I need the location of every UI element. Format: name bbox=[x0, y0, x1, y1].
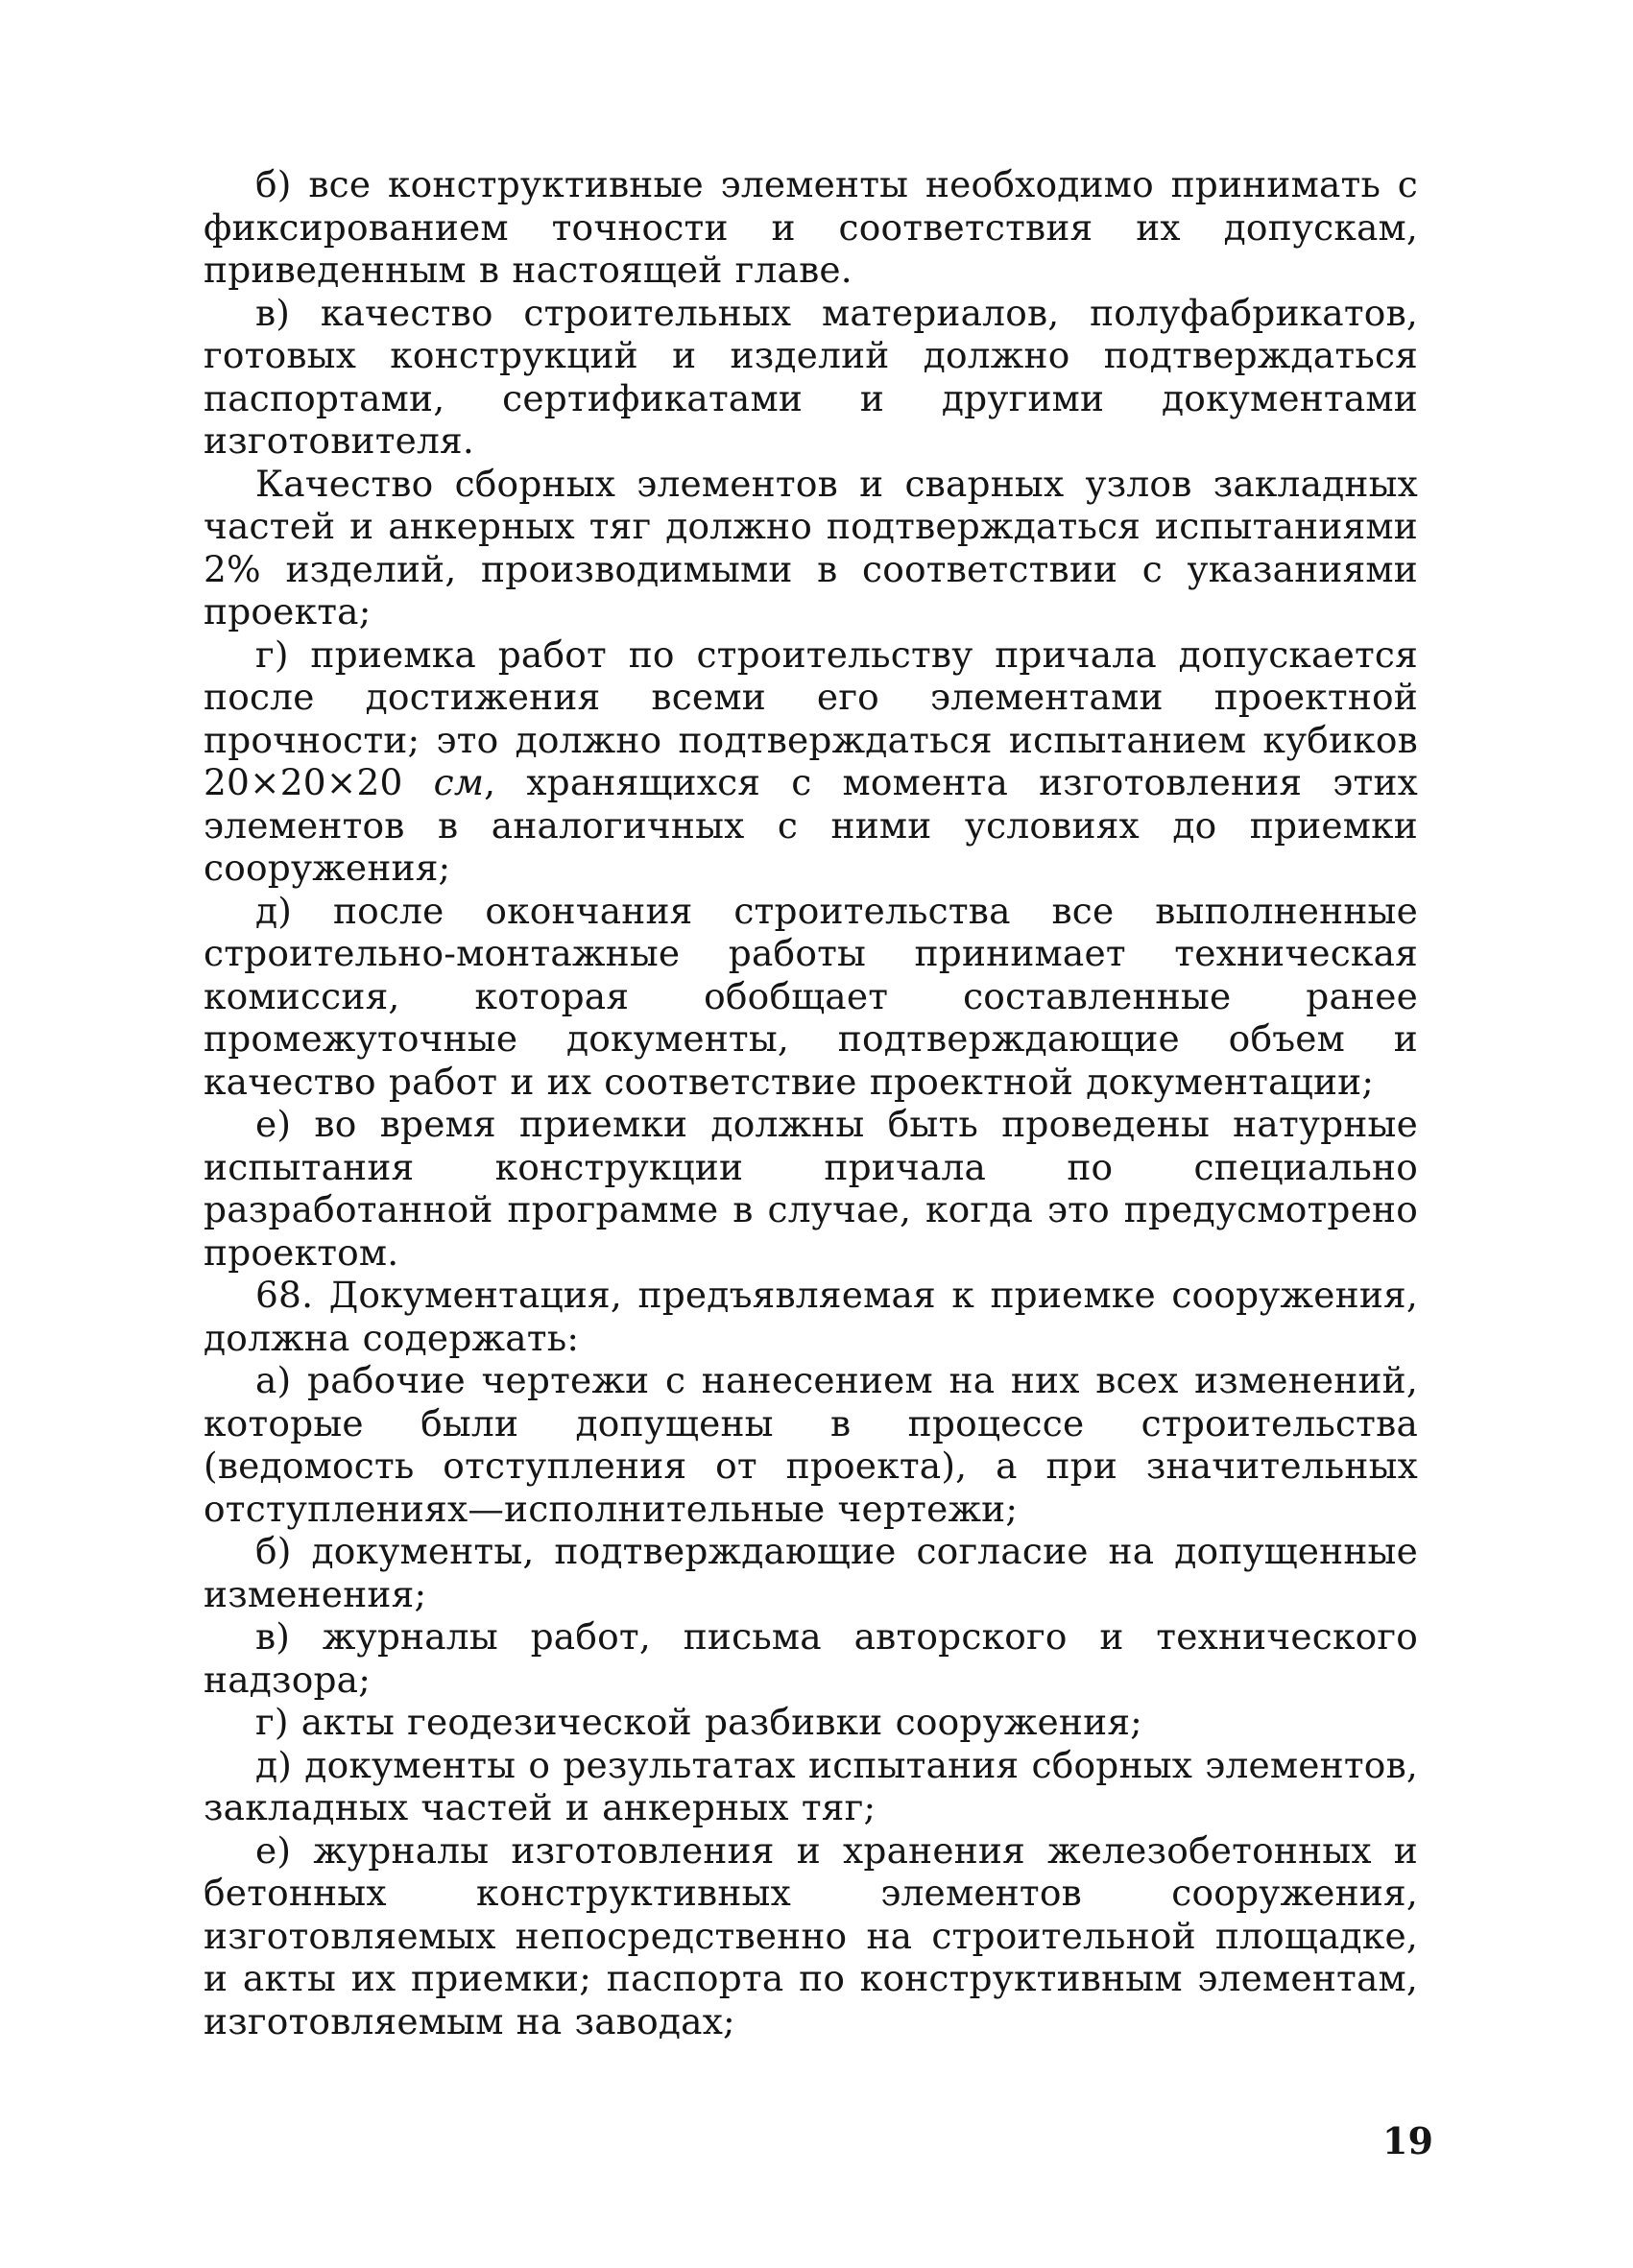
paragraph-d-commission: д) после окончания строительства все выполненные строительно-монтажные работы принимает техническая комиссия, которая обобщает составленные ранее промежуточные документы, подтверждающие объем и качество работ и их соответствие проектной документации; bbox=[204, 889, 1418, 1103]
page-number: 19 bbox=[1382, 2119, 1433, 2162]
paragraph-prefab-quality: Качество сборных элементов и сварных узлов закладных частей и анкерных тяг должно подтверждаться испытаниями 2% изделий, производимыми в соответствии с указаниями проекта; bbox=[204, 462, 1418, 633]
unit-cm: см bbox=[433, 761, 485, 803]
paragraph-68-documentation: 68. Документация, предъявляемая к приемке сооружения, должна содержать: bbox=[204, 1274, 1418, 1359]
document-body bbox=[204, 163, 1418, 2042]
paragraph-g-text-start: г) приемка работ по строительству причала допускается после достижения всеми его элементами проектной прочности; это должно подтверждаться испытанием кубиков 20×20×20 bbox=[204, 633, 1418, 803]
paragraph-g-acceptance-strength bbox=[204, 633, 1418, 890]
paragraph-v-material-quality: в) качество строительных материалов, полуфабрикатов, готовых конструкций и изделий должно подтверждаться паспортами, сертификатами и другими документами изготовителя. bbox=[204, 291, 1418, 462]
paragraph-e-field-tests: е) во время приемки должны быть проведены натурные испытания конструкции причала по специально разработанной программе в случае, когда это предусмотрено проектом. bbox=[204, 1103, 1418, 1274]
paragraph-g-geodetic: г) акты геодезической разбивки сооружения; bbox=[255, 1701, 1143, 1743]
paragraph-d-test-results: д) документы о результатах испытания сборных элементов, закладных частей и анкерных тяг; bbox=[204, 1743, 1418, 1828]
paragraph-b-acceptance: б) все конструктивные элементы необходимо принимать с фиксированием точности и соответствия их допускам, приведенным в настоящей главе. bbox=[204, 163, 1418, 291]
paragraph-v-work-logs: в) журналы работ, письма авторского и технического надзора; bbox=[204, 1615, 1418, 1701]
paragraph-a-drawings: а) рабочие чертежи с нанесением на них всех изменений, которые были допущены в процессе строительства (ведомость отступления от проекта), а при значительных отступлениях—исполнительные чертежи; bbox=[204, 1359, 1418, 1530]
paragraph-g-text-end: , хранящихся с момента изготовления этих элементов в аналогичных с ними условиях до приемки сооружения; bbox=[204, 761, 1419, 889]
paragraph-e-manufacturing-logs: е) журналы изготовления и хранения железобетонных и бетонных конструктивных элементов сооружения, изготовляемых непосредственно на строительной площадке, и акты их приемки; паспорта по конструктивным элементам, изготовляемым на заводах; bbox=[204, 1828, 1418, 2042]
paragraph-b-approval-docs: б) документы, подтверждающие согласие на допущенные изменения; bbox=[204, 1530, 1418, 1615]
